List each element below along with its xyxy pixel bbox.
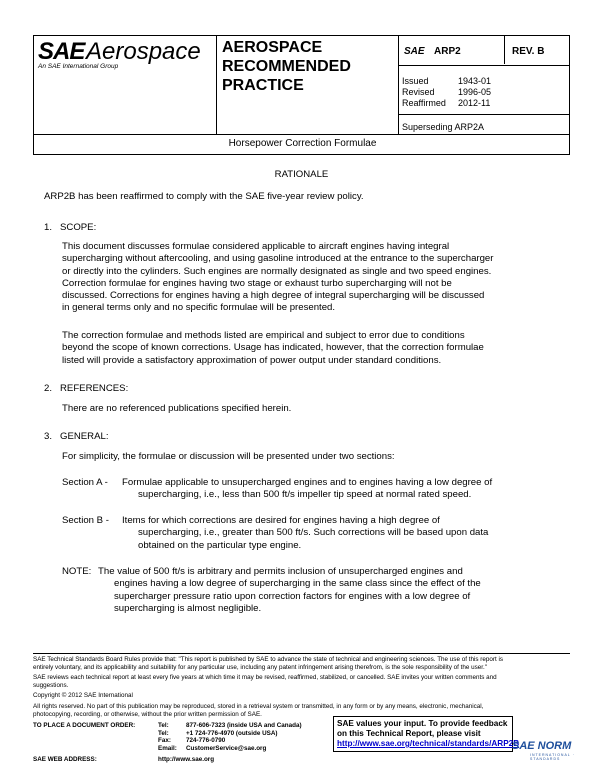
title-line: RECOMMENDED <box>222 58 351 75</box>
rationale-heading: RATIONALE <box>274 169 329 180</box>
text-line: suggestions. <box>33 681 69 689</box>
date-label: Reaffirmed <box>402 98 446 108</box>
text-line: or directly into the cylinders. Such engines are normally designated as single and two speed engines. <box>62 265 492 277</box>
text-line: SAE reviews each technical report at least every five years at which time it may be revised, reaffirmed, stabilized, or cancelled. SAE invites your written comments and <box>33 674 497 681</box>
contact-value: 877-606-7323 (inside USA and Canada) <box>186 722 302 729</box>
date-labels <box>402 76 446 109</box>
footer-divider <box>33 653 570 654</box>
text-line: Items for which corrections are desired for engines having a high degree of <box>122 515 440 526</box>
rationale-text: ARP2B has been reaffirmed to comply with the SAE five-year review policy. <box>44 191 364 202</box>
doc-sae-mark: SAE <box>404 46 425 57</box>
web-address-link[interactable]: http://www.sae.org <box>158 756 215 763</box>
sae-norm-stamp-sub: INTERNATIONAL · STANDARDS <box>530 753 575 761</box>
section-b-text <box>122 515 488 552</box>
text-line: photocopying, recording, or otherwise, without the prior written permission of SAE. <box>33 710 262 718</box>
note-label: NOTE: <box>62 566 92 577</box>
superseding: Superseding ARP2A <box>402 122 485 132</box>
references-text: There are no referenced publications specified herein. <box>62 403 292 414</box>
references-heading: 2. REFERENCES: <box>44 383 129 394</box>
doc-number: ARP2 <box>434 46 461 57</box>
text-line: This document discusses formulae considered applicable to aircraft engines having integral <box>62 241 450 252</box>
footer-rules <box>33 656 570 671</box>
contact-value: +1 724-776-4970 (outside USA) <box>186 729 278 737</box>
text-line: listed will provide a satisfactory approximation of power output under standard conditions. <box>62 354 442 366</box>
document-type-title <box>222 38 351 95</box>
text-line: SAE values your input. To provide feedback <box>337 719 508 728</box>
logo-sae: SAE <box>38 38 85 65</box>
header-box <box>33 35 570 135</box>
date-value: 1943-01 <box>458 76 492 86</box>
email-link[interactable]: CustomerService@sae.org <box>186 744 267 752</box>
contact-labels <box>158 722 177 752</box>
document-subtitle: Horsepower Correction Formulae <box>228 138 377 149</box>
contact-values <box>186 722 302 752</box>
text-line: supercharger pressure ratio upon correction factors for engines with a low degree of <box>114 590 471 602</box>
text-line: obtained on the particular type engine. <box>138 539 302 551</box>
text-line: supercharging, i.e., less than 500 ft/s impeller tip speed at normal rated speed. <box>138 489 472 501</box>
contact-label: Tel: <box>158 722 169 729</box>
text-line: The value of 500 ft/s is arbitrary and permits inclusion of unsupercharged engines and <box>98 566 463 577</box>
date-label: Issued <box>402 76 429 86</box>
contact-label: Email: <box>158 744 177 752</box>
revision: REV. B <box>512 46 545 57</box>
date-values <box>458 76 491 109</box>
scope-paragraph-1 <box>62 241 493 315</box>
web-label: SAE WEB ADDRESS: <box>33 756 97 763</box>
section-a-label: Section A - <box>62 477 108 488</box>
footer-review <box>33 674 570 689</box>
text-line: Correction formulae for engines having two stage or exhaust turbo supercharging will not be <box>62 277 452 289</box>
text-line: SAE Technical Standards Board Rules provide that: "This report is published by SAE to advance the state of technical and engineering sciences. The use of this report is <box>33 656 503 663</box>
section-a-text <box>122 477 492 502</box>
general-heading: 3. GENERAL: <box>44 431 109 442</box>
contact-label: Tel: <box>158 729 169 737</box>
logo-aerospace: Aerospace <box>86 38 201 65</box>
text-line: engines having a low degree of supercharging in the same class since the effect of the <box>114 578 481 590</box>
text-line: supercharging without aftercooling, and using gasoline introduced at the entrance to the supercharger <box>62 253 494 265</box>
date-value: 2012-11 <box>458 98 491 108</box>
note-text <box>98 566 481 615</box>
text-line: All rights reserved. No part of this publication may be reproduced, stored in a retrieval system or transmitted, in any form or by any means, electronic, mechanical, <box>33 703 484 710</box>
title-line: PRACTICE <box>222 77 304 94</box>
feedback-box <box>333 716 520 752</box>
scope-paragraph-2 <box>62 330 484 367</box>
text-line: in general terms only and no specific formulae will be presented. <box>62 302 336 314</box>
text-line: beyond the scope of known corrections. Usage has indicated, however, that the correction formulae <box>62 342 484 354</box>
section-b-label: Section B - <box>62 515 109 526</box>
contact-label: Fax: <box>158 737 171 745</box>
title-line: AEROSPACE <box>222 39 323 56</box>
subtitle-row <box>33 135 570 155</box>
text-line: supercharging, i.e., greater than 500 ft/s. Such corrections will be based upon data <box>138 527 489 539</box>
text-line: entirely voluntary, and its applicability and suitability for any particular use, including any patent infringement arising therefrom, is the sole responsibility of the user." <box>33 663 487 671</box>
text-line: supercharging is almost negligible. <box>114 602 262 614</box>
general-text: For simplicity, the formulae or discussion will be presented under two sections: <box>62 451 395 462</box>
contact-value: 724-776-0790 <box>186 737 226 745</box>
order-label: TO PLACE A DOCUMENT ORDER: <box>33 722 136 729</box>
sae-norm-stamp: SAE NORM <box>512 740 572 752</box>
text-line: Formulae applicable to unsupercharged engines and to engines having a low degree of <box>122 477 493 488</box>
text-line: The correction formulae and methods listed are empirical and subject to error due to conditions <box>62 330 465 341</box>
text-line: on this Technical Report, please visit <box>337 729 481 738</box>
logo-group: An SAE International Group <box>38 63 119 70</box>
scope-heading: 1. SCOPE: <box>44 222 97 233</box>
feedback-link[interactable]: http://www.sae.org/technical/standards/ARP2B <box>337 739 520 748</box>
date-value: 1996-05 <box>458 87 492 97</box>
copyright: Copyright © 2012 SAE International <box>33 692 133 699</box>
text-line: discussed. Corrections for engines having a high degree of integral supercharging will be discussed <box>62 290 485 302</box>
date-label: Revised <box>402 87 435 97</box>
